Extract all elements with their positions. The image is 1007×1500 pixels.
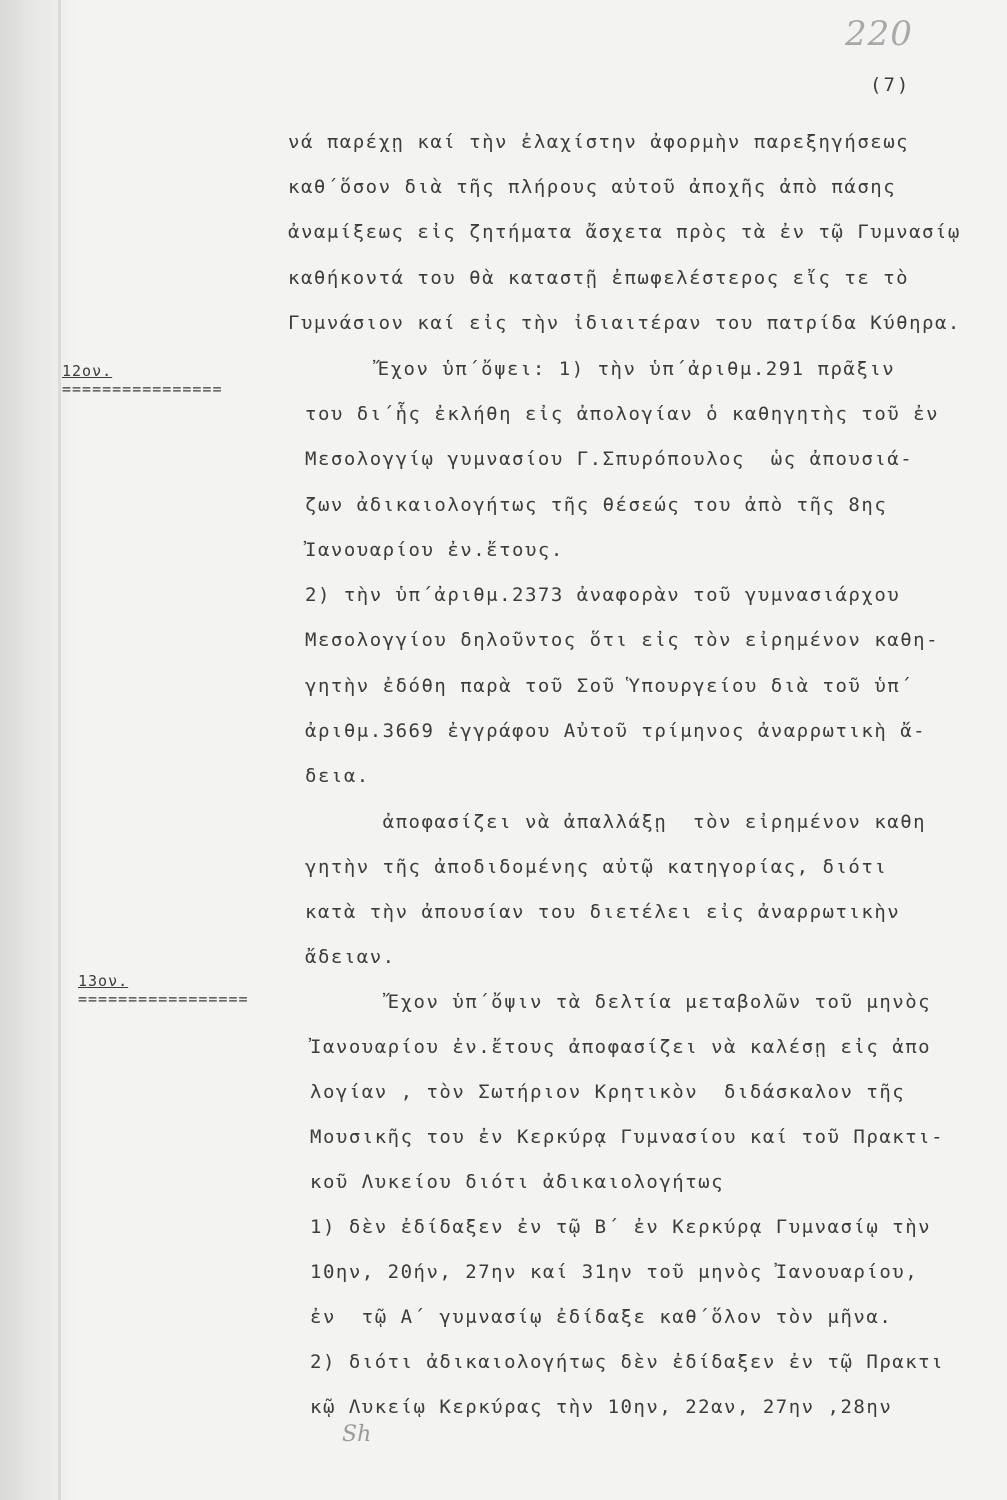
- text-line: ἀναμίξεως εἰς ζητήματα ἄσχετα πρὸς τὰ ἐν τῷ Γυμνασίῳ: [288, 221, 961, 243]
- text-line: Μεσολογγίου δηλοῦντος ὅτι εἰς τὸν εἰρημένον καθη-: [305, 629, 940, 651]
- text-line: 2) τὴν ὑπ΄ἀριθμ.2373 ἀναφορὰν τοῦ γυμνασιάρχου: [305, 584, 901, 606]
- text-line: 2) διότι ἀδικαιολογήτως δὲν ἐδίδαξεν ἐν τῷ Πρακτι: [310, 1351, 945, 1373]
- section-rule: =================: [78, 990, 249, 1008]
- text-line: Μουσικῆς του ἐν Κερκύρᾳ Γυμνασίου καί τοῦ Πρακτι-: [310, 1126, 945, 1148]
- text-line: γητὴν τῆς ἀποδιδομένης αὐτῷ κατηγορίας, διότι: [305, 856, 888, 878]
- handwritten-initials: Sh: [342, 1422, 372, 1447]
- section-rule: ================: [62, 380, 223, 398]
- text-line: 10ην, 20ήν, 27ην καί 31ην τοῦ μηνὸς Ἰανουαρίου,: [310, 1261, 919, 1283]
- text-line: ἐν τῷ Α΄ γυμνασίῳ ἐδίδαξε καθ΄ὅλον τὸν μῆνα.: [310, 1306, 893, 1328]
- text-line: ἀριθμ.3669 ἐγγράφου Αὐτοῦ τρίμηνος ἀναρρωτικὴ ἄ-: [305, 720, 927, 742]
- text-line: καθ΄ὅσον διὰ τῆς πλήρους αὐτοῦ ἀποχῆς ἀπὸ πάσης: [288, 176, 897, 198]
- handwritten-page-number: 220: [845, 14, 913, 54]
- text-line: Ἰανουαρίου ἐν.ἔτους ἀποφασίζει νὰ καλέσῃ εἰς ἀπο: [310, 1036, 932, 1058]
- text-line: Μεσολογγίῳ γυμνασίου Γ.Σπυρόπουλος ὡς ἀπουσιά-: [305, 448, 914, 470]
- section-label-13: [78, 972, 249, 1008]
- text-line: κατὰ τὴν ἀπουσίαν του διετέλει εἰς ἀναρρωτικὴν: [305, 901, 901, 923]
- section-label-12: [62, 362, 223, 398]
- text-line: Ἔχον ὑπ΄ὄψει: 1) τὴν ὑπ΄ἀριθμ.291 πρᾶξιν: [300, 358, 896, 380]
- page-binding-shadow: [0, 0, 78, 1500]
- text-line: καθήκοντά του θὰ καταστῇ ἐπωφελέστερος εἴς τε τὸ: [288, 267, 910, 289]
- section-number: 13ον.: [78, 972, 129, 990]
- section-number: 12ον.: [62, 362, 113, 380]
- text-line: ζων ἀδικαιολογήτως τῆς θέσεώς του ἀπὸ τῆς 8ης: [305, 494, 888, 516]
- text-line: του δι΄ἧς ἐκλήθη εἰς ἀπολογίαν ὁ καθηγητὴς τοῦ ἐν: [305, 403, 940, 425]
- text-line: κοῦ Λυκείου διότι ἀδικαιολογήτως: [310, 1171, 725, 1193]
- text-line: λογίαν , τὸν Σωτήριον Κρητικὸν διδάσκαλον τῆς: [310, 1081, 906, 1103]
- text-line: κῷ Λυκείῳ Κερκύρας τὴν 10ην, 22αν, 27ην ,28ην: [310, 1396, 893, 1418]
- text-line: Ἰανουαρίου ἐν.ἔτους.: [305, 539, 564, 561]
- text-line: ἄδειαν.: [305, 946, 396, 968]
- text-line: γητὴν ἐδόθη παρὰ τοῦ Σοῦ Ὑπουργείου διὰ τοῦ ὑπ΄: [305, 675, 914, 697]
- text-line: Ἔχον ὑπ΄ὄψιν τὰ δελτία μεταβολῶν τοῦ μηνὸς: [310, 991, 932, 1013]
- text-line: νά παρέχῃ καί τὴν ἐλαχίστην ἀφορμὴν παρεξηγήσεως: [288, 131, 910, 153]
- typed-page-number: (7): [870, 74, 911, 96]
- text-line: δεια.: [305, 765, 370, 787]
- text-line: 1) δὲν ἐδίδαξεν ἐν τῷ Β΄ ἐν Κερκύρᾳ Γυμνασίῳ τὴν: [310, 1216, 932, 1238]
- text-line: Γυμνάσιον καί εἰς τὴν ἰδιαιτέραν του πατρίδα Κύθηρα.: [288, 312, 961, 334]
- text-line: ἀποφασίζει νὰ ἀπαλλάξῃ τὸν εἰρημένον καθη: [305, 811, 927, 833]
